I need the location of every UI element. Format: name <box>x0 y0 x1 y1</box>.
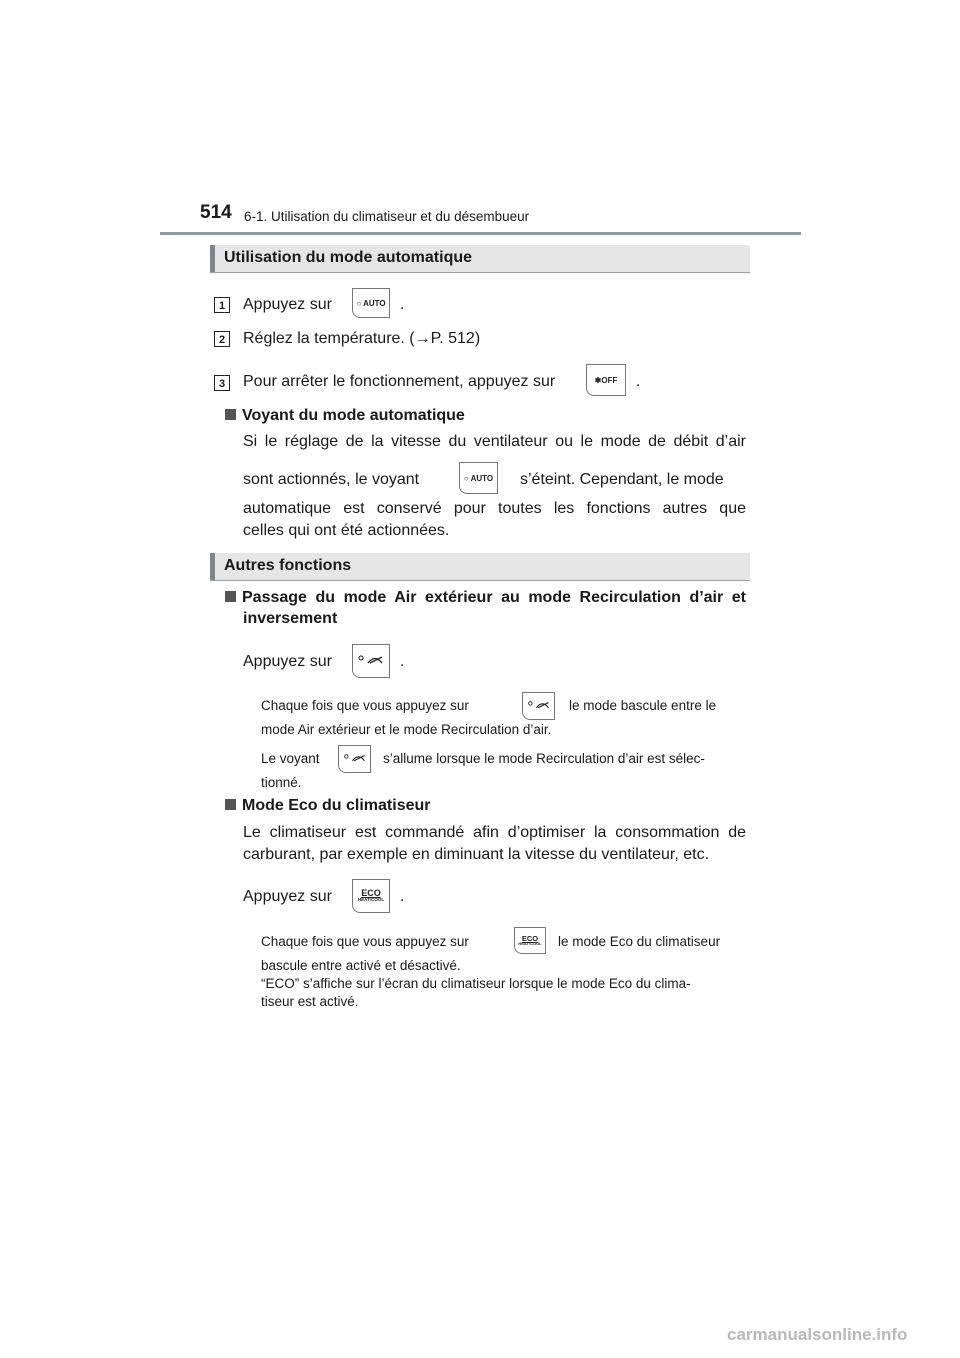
eco-line2: carburant, par exemple en diminuant la vitesse du ventilateur, etc. <box>243 846 710 863</box>
step-number-2: 2 <box>214 331 230 347</box>
note-auto-line1: Si le réglage de la vitesse du ventilateur ou le mode de débit d’air <box>243 433 746 450</box>
bullet-square-icon <box>225 591 236 602</box>
step-2-text: Réglez la température. (→P. 512) <box>243 330 481 347</box>
auto-indicator-icon: ○ AUTO <box>459 462 498 494</box>
bullet-square-icon <box>225 409 236 420</box>
recirc-press-text: Appuyez sur <box>243 653 332 670</box>
recirc-sub-line3a: Le voyant <box>261 751 320 766</box>
step-1-end: . <box>400 296 405 313</box>
eco-sub-line3: “ECO” s’affiche sur l’écran du climatiseur lorsque le mode Eco du clima- <box>261 976 691 991</box>
recirc-sub-line1a: Chaque fois que vous appuyez sur <box>261 698 469 713</box>
recirculation-button-icon-small <box>522 692 555 720</box>
step-3-text: Pour arrêter le fonctionnement, appuyez sur <box>243 373 556 390</box>
note-auto-line2a: sont actionnés, le voyant <box>243 471 420 488</box>
recirculation-button-icon <box>352 644 390 678</box>
note-auto-line2b: s’éteint. Cependant, le mode <box>520 471 724 488</box>
recirc-title-line1: Passage du mode Air extérieur au mode Recirculation d’air et <box>225 589 746 607</box>
eco-press-end: . <box>400 888 405 905</box>
note-auto-line3: automatique est conservé pour toutes les fonctions autres que <box>243 500 746 517</box>
recirc-sub-line2: mode Air extérieur et le mode Recirculation d’air. <box>261 722 552 737</box>
note-auto-line4: celles qui ont été actionnées. <box>243 522 450 539</box>
step-number-1: 1 <box>214 297 230 313</box>
eco-title: Mode Eco du climatiseur <box>225 797 430 815</box>
fan-off-button-icon: ✱OFF <box>586 364 626 396</box>
recirculation-indicator-icon <box>338 745 371 773</box>
eco-line1: Le climatiseur est commandé afin d’optimiser la consommation de <box>243 824 746 841</box>
bullet-square-icon <box>225 799 236 810</box>
section-heading-auto-mode: Utilisation du mode automatique <box>210 245 750 273</box>
recirc-sub-line3b: s’allume lorsque le mode Recirculation d’air est sélec- <box>383 751 705 766</box>
recirc-press-end: . <box>400 653 405 670</box>
header-rule <box>160 232 801 235</box>
eco-sub-line2: bascule entre activé et désactivé. <box>261 958 461 973</box>
auto-button-icon: ○ AUTO <box>352 288 390 318</box>
recirc-sub-line1b: le mode bascule entre le <box>569 698 717 713</box>
eco-press-text: Appuyez sur <box>243 888 332 905</box>
step-number-3: 3 <box>214 375 230 391</box>
recirc-sub-line4: tionné. <box>261 775 302 790</box>
step-1-text: Appuyez sur <box>243 296 332 313</box>
eco-button-icon-small: ECO HEAT/COOL <box>514 927 546 954</box>
note-auto-indicator-title: Voyant du mode automatique <box>225 407 465 425</box>
recirc-title-line2: inversement <box>243 610 338 627</box>
watermark: carmanualsonline.info <box>727 1325 908 1344</box>
page-number: 514 <box>200 202 232 223</box>
eco-sub-line1a: Chaque fois que vous appuyez sur <box>261 934 469 949</box>
eco-sub-line1b: le mode Eco du climatiseur <box>558 934 721 949</box>
chapter-title: 6-1. Utilisation du climatiseur et du désembueur <box>244 209 530 224</box>
section-heading-other-functions: Autres fonctions <box>210 553 750 581</box>
step-3-end: . <box>636 373 641 390</box>
eco-sub-line4: tiseur est activé. <box>261 994 359 1009</box>
eco-button-icon: ECO HEAT/COOL <box>352 879 390 913</box>
